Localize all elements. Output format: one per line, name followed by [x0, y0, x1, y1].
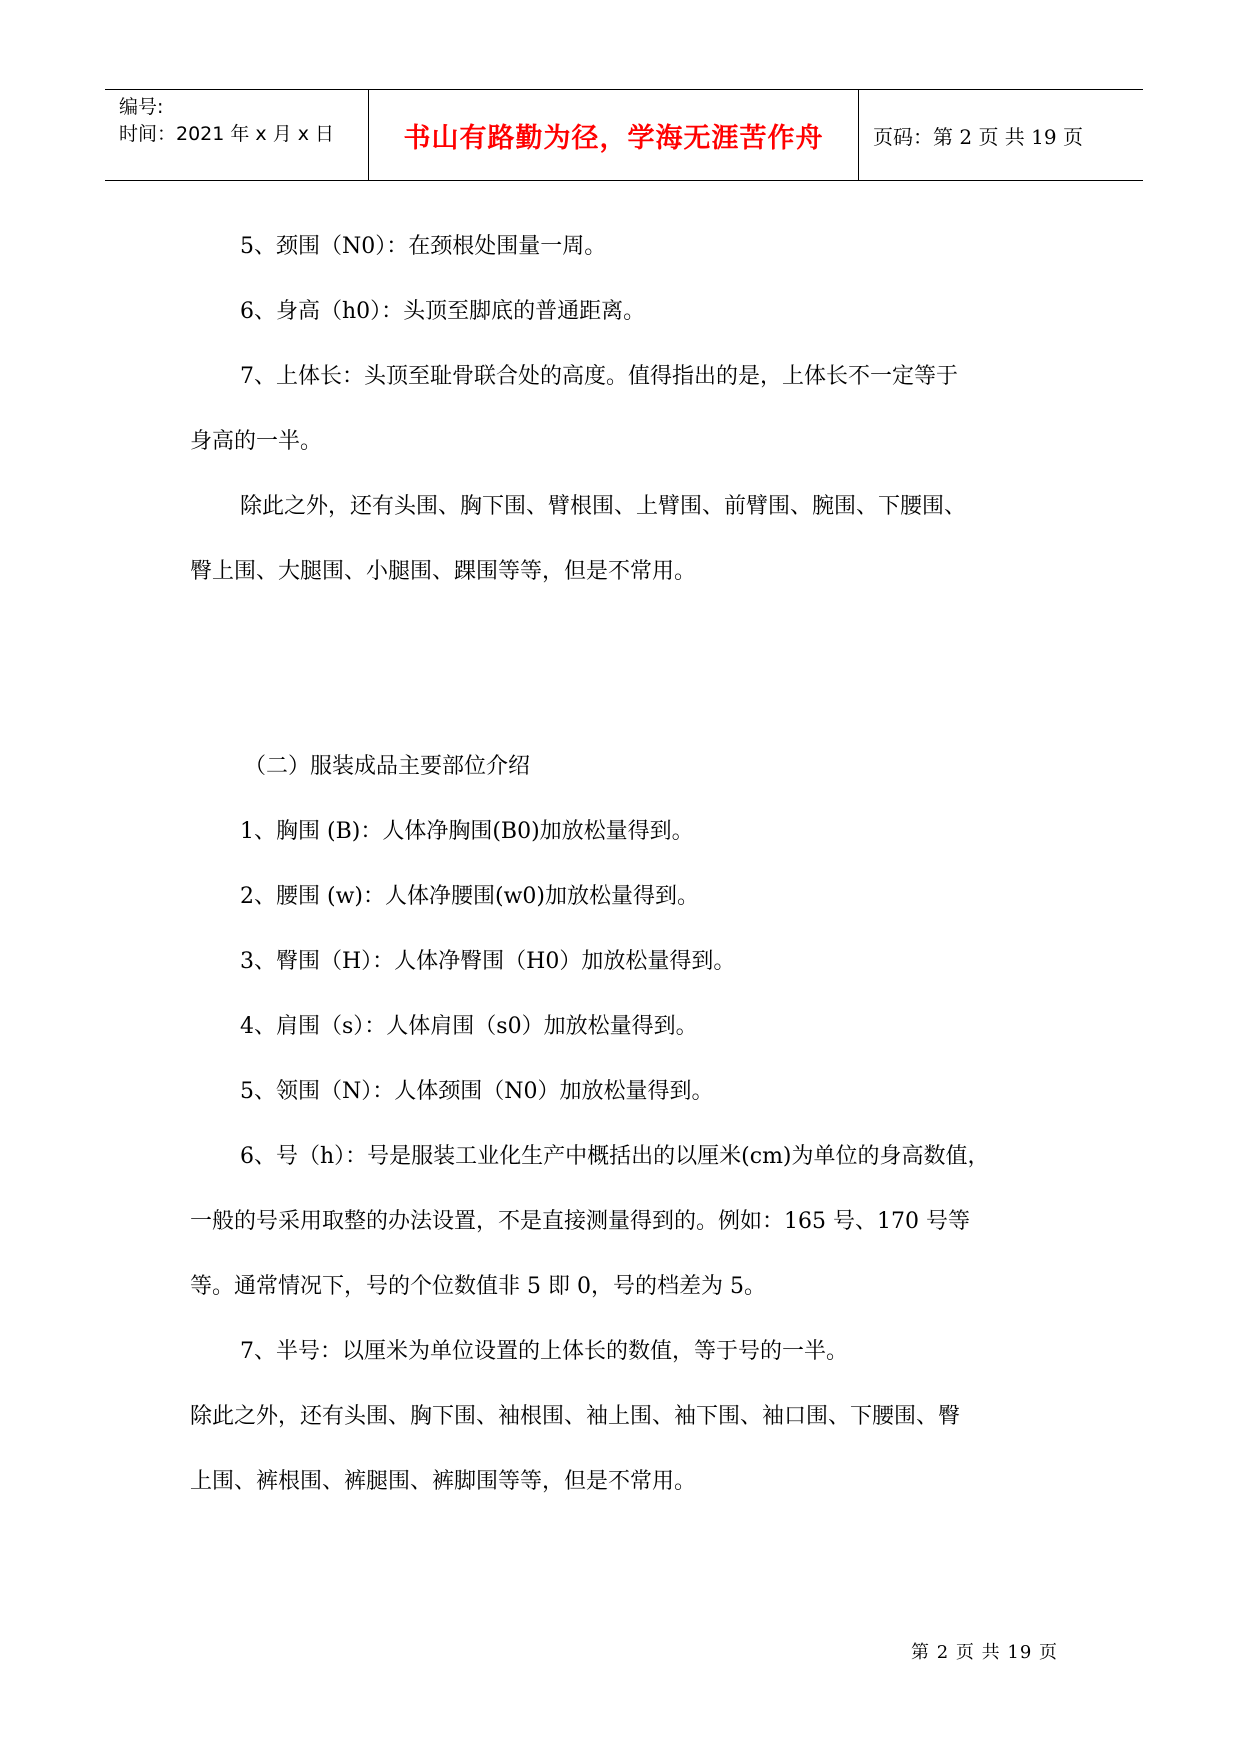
item-size-number-line1: 6、号（h）：号是服装工业化生产中概括出的以厘米(cm)为单位的身高数值， — [240, 1144, 990, 1169]
header-motto: 书山有路勤为径，学海无涯苦作舟 — [369, 90, 859, 180]
item-shoulder-girth: 4、肩围（s）：人体肩围（s0）加放松量得到。 — [240, 1014, 698, 1039]
document-number-label: 编号: — [119, 96, 164, 118]
page-footer: 第 2 页 共 19 页 — [911, 1642, 1058, 1663]
header-page-info: 页码：第 2 页 共 19 页 — [873, 124, 1083, 149]
item-collar-girth: 5、领围（N）：人体颈围（N0）加放松量得到。 — [240, 1079, 714, 1104]
paragraph-others-line2: 臀上围、大腿围、小腿围、踝围等等，但是不常用。 — [190, 559, 697, 584]
item-others-line1: 除此之外，还有头围、胸下围、袖根围、袖上围、袖下围、袖口围、下腰围、臀 — [190, 1404, 961, 1429]
paragraph-upper-body-line1: 7、上体长：头顶至耻骨联合处的高度。值得指出的是，上体长不一定等于 — [240, 364, 958, 389]
paragraph-neck-girth: 5、颈围（N0）：在颈根处围量一周。 — [240, 234, 607, 259]
paragraph-upper-body-line2: 身高的一半。 — [190, 429, 323, 454]
item-size-number-line3: 等。通常情况下，号的个位数值非 5 即 0，号的档差为 5。 — [190, 1274, 766, 1299]
document-body — [190, 214, 1070, 1514]
item-half-size: 7、半号：以厘米为单位设置的上体长的数值，等于号的一半。 — [240, 1339, 848, 1364]
item-hip-girth: 3、臀围（H）：人体净臀围（H0）加放松量得到。 — [240, 949, 736, 974]
item-waist-girth: 2、腰围 (w)：人体净腰围(w0)加放松量得到。 — [240, 884, 699, 909]
header-meta — [105, 90, 369, 180]
item-others-line2: 上围、裤根围、裤腿围、裤脚围等等，但是不常用。 — [190, 1469, 697, 1494]
paragraph-others-line1: 除此之外，还有头围、胸下围、臂根围、上臂围、前臂围、腕围、下腰围、 — [240, 494, 967, 519]
section-title: （二）服装成品主要部位介绍 — [244, 754, 531, 779]
section-gap — [190, 604, 1070, 734]
paragraph-height: 6、身高（h0）：头顶至脚底的普通距离。 — [240, 299, 646, 324]
item-size-number-line2: 一般的号采用取整的办法设置，不是直接测量得到的。例如：165 号、170 号等 — [190, 1209, 970, 1234]
item-chest-girth: 1、胸围 (B)：人体净胸围(B0)加放松量得到。 — [240, 819, 694, 844]
document-time: 时间：2021 年 x 月 x 日 — [119, 123, 335, 145]
page-header — [105, 89, 1143, 181]
